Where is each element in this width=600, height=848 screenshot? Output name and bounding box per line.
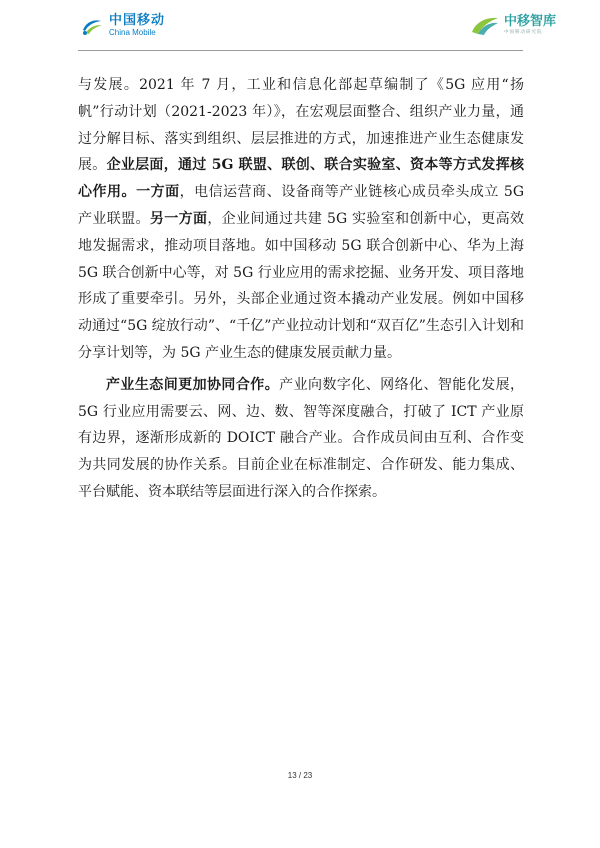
right-logo-cn: 中移智库 — [503, 13, 556, 29]
p1-bold-1: 企业层面，通过 5G 联盟、联创、联合实验室、资本等方式发挥核心作用。 — [78, 157, 524, 201]
p1-bold-2: 一方面 — [136, 184, 180, 201]
left-logo-cn: 中国移动 — [109, 13, 166, 28]
think-tank-logo — [470, 14, 556, 36]
page-header — [0, 0, 600, 56]
p2-text-1: 产业向数字化、网络化、智能化发展，5G 行业应用需要云、网、边、数、智等深度融合，打破了 ICT 产业原有边界，逐渐形成新的 DOICT 融合产业。合作成员间由互利、合作变为共同发展的协作关系。目前企业在标准制定、合作研发、能力集成、平台赋能、资本联结等层面进行深入的合作探索。 — [78, 376, 525, 500]
p2-bold-1: 产业生态间更加协同合作。 — [106, 376, 280, 393]
p1-bold-3: 另一方面 — [149, 210, 208, 227]
paragraph-2 — [78, 372, 524, 506]
china-mobile-logo — [80, 14, 165, 37]
body-text — [78, 72, 524, 506]
header-divider — [78, 50, 523, 51]
right-logo-sub: 中国移动研究院 — [503, 29, 543, 35]
page-number: 13 / 23 — [287, 771, 313, 780]
paragraph-1 — [78, 72, 524, 367]
think-tank-logo-icon — [470, 14, 500, 36]
left-logo-en: China Mobile — [109, 28, 156, 37]
china-mobile-logo-icon — [80, 16, 104, 36]
p1-text-3: ，企业间通过共建 5G 实验室和创新中心，更高效地发掘需求，推动项目落地。如中国移动 5G 联合创新中心、华为上海 5G 联合创新中心等，对 5G 行业应用的需求挖掘、业务开发、项目落地形成了重要牵引。另外，头部企业通过资本撬动产业发展。例如中国移动通过“5G 绽放行动”、“千亿”产业拉动计划和“双百亿”生态引入计划和分享计划等，为 5G 产业生态的健康发展贡献力量。 — [78, 210, 525, 361]
p1-text-1: 与发展。2021 年 7 月，工业和信息化部起草编制了《5G 应用“扬帆”行动计划（2021-2023 年）》，在宏观层面整合、组织产业力量，通过分解目标、落实到组织、层层推进的方式，加速推进产业生态健康发展。 — [78, 77, 524, 174]
p1-text-2: ，电信运营商、设备商等产业链核心成员牵头成立 5G 产业联盟。 — [78, 184, 524, 227]
